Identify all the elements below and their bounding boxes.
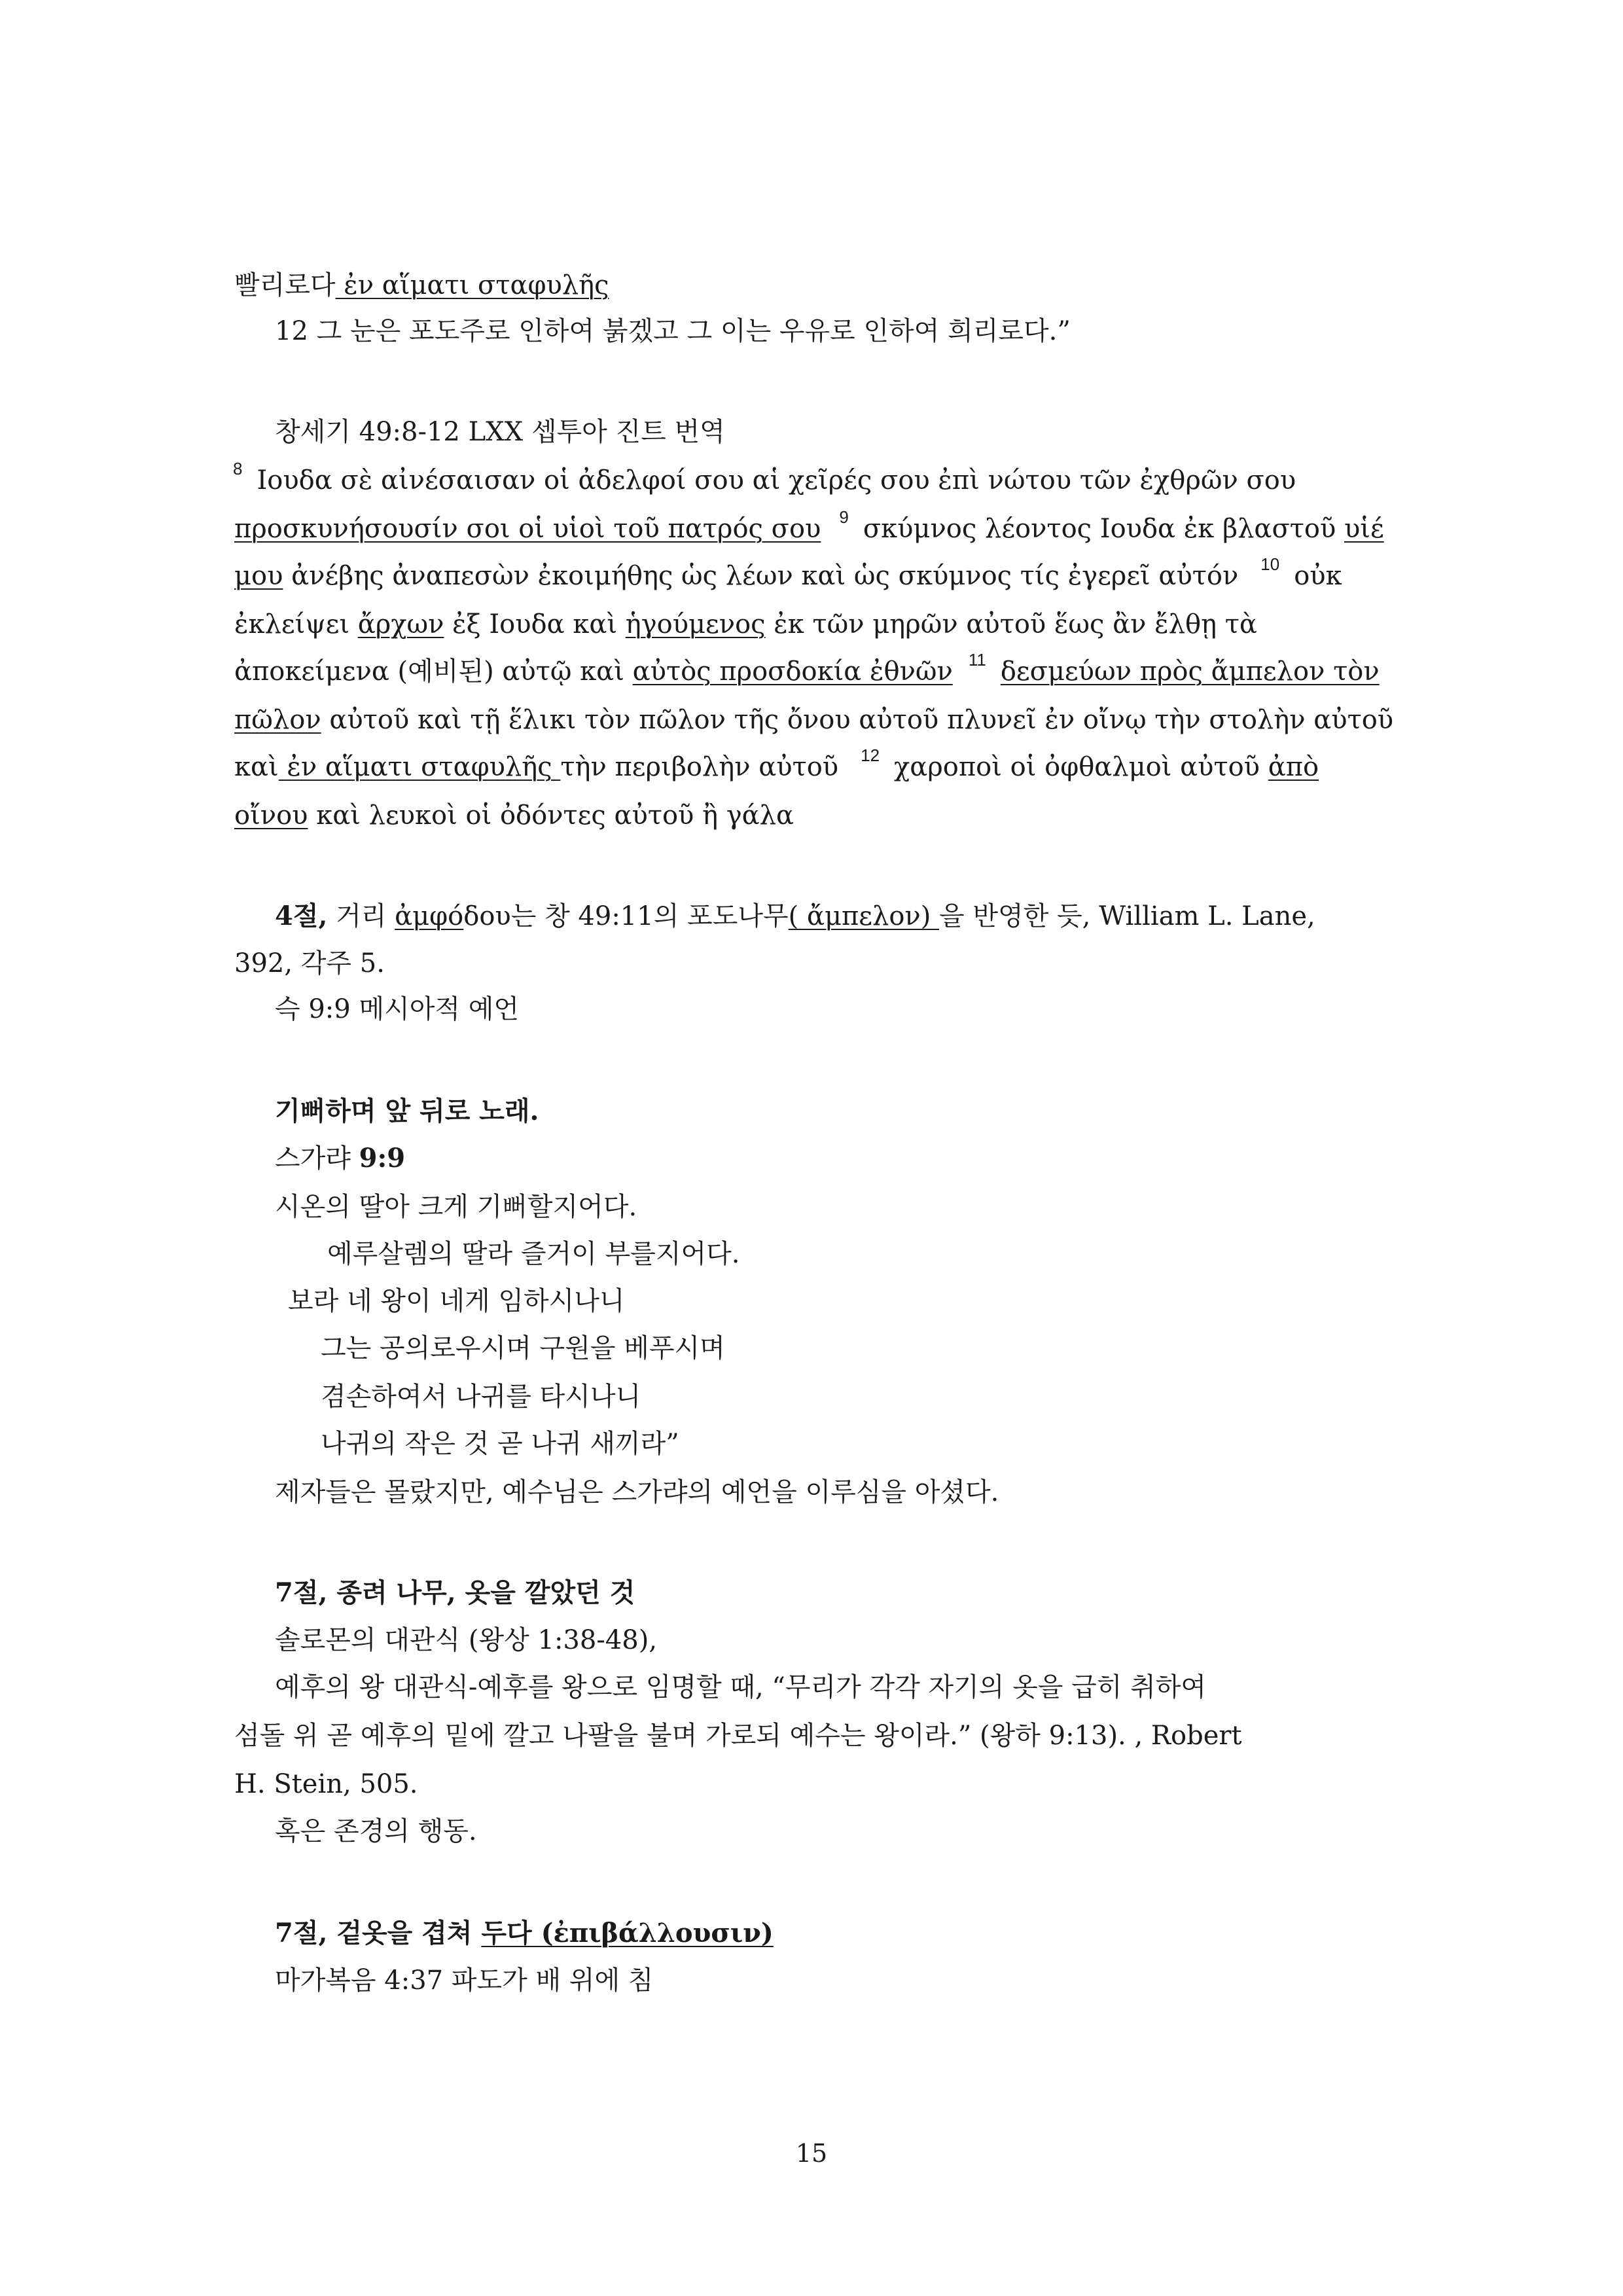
citation-text: H. Stein, 505. <box>234 1769 418 1799</box>
note-line <box>234 1766 418 1803</box>
greek-line <box>234 554 1342 594</box>
greek-underlined-text: ἀπὸ <box>1268 752 1319 782</box>
verse-number: 11 <box>968 650 986 670</box>
greek-underlined-text: πῶλον <box>234 705 321 735</box>
greek-underlined-text: ἀμφό <box>395 901 464 931</box>
reference-number: 9:9 <box>359 1143 406 1174</box>
poem-line <box>321 1426 679 1462</box>
poem-text: 나귀의 작은 것 곧 나귀 새끼라” <box>321 1429 679 1459</box>
greek-line <box>234 745 1319 785</box>
korean-text: 예후의 왕 대관식-예후를 왕으로 임명할 때, “무리가 각각 자기의 옷을 급히 취하여 <box>275 1672 1207 1702</box>
poem-text: 그는 공의로우시며 구원을 베푸시며 <box>321 1333 725 1363</box>
poem-line <box>275 1189 637 1225</box>
verse-number: 8 <box>233 459 243 478</box>
greek-text: οὐκ <box>1294 561 1342 591</box>
greek-underlined-text: ἐν αἵματι σταφυλῆς <box>278 752 561 782</box>
section-heading <box>275 414 725 450</box>
verse-number: 9 <box>839 507 849 527</box>
greek-line <box>234 797 794 834</box>
korean-text: 빨리로다 <box>234 270 336 300</box>
greek-underlined-text: ἡγούμενος <box>625 609 766 639</box>
korean-text: 섬돌 위 곧 예후의 밑에 깔고 나팔을 불며 가로되 예수는 왕이라.” (왕하 9:13). , Robert <box>234 1721 1242 1751</box>
greek-text: σκύμνος λέοντος Ιουδα ἐκ βλαστοῦ <box>863 514 1344 544</box>
poem-line <box>288 1283 625 1319</box>
note-line <box>275 991 519 1028</box>
note-line <box>275 898 1315 935</box>
greek-underlined-text: δεσμεύων πρὸς ἄμπελον τὸν <box>1000 656 1380 687</box>
verse-12-text: 12 그 눈은 포도주로 인하여 붉겠고 그 이는 우유로 인하여 희리로다.” <box>275 316 1071 346</box>
poem-text: 보라 네 왕이 네게 임하시나니 <box>288 1286 625 1316</box>
poem-line <box>321 1330 725 1367</box>
poem-text: 시온의 딸아 크게 기뻐할지어다. <box>275 1192 637 1222</box>
greek-underlined-text: ( ἄμπελον) <box>788 901 940 931</box>
section-heading <box>275 1140 405 1177</box>
korean-text: 제자들은 몰랐지만, 예수님은 스가랴의 예언을 이루심을 아셨다. <box>275 1477 999 1507</box>
korean-text: 거리 <box>327 901 395 931</box>
greek-text: αὐτοῦ καὶ τῇ ἕλικι τὸν πῶλον τῆς ὄνου αὐτοῦ πλυνεῖ ἐν οἴνῳ τὴν στολὴν αὐτοῦ <box>321 705 1394 735</box>
section-heading <box>275 1093 539 1130</box>
greek-line <box>234 650 1380 690</box>
greek-underlined-text: ἐν αἵματι σταφυλῆς <box>335 270 609 300</box>
section-heading <box>275 1575 635 1611</box>
text-line <box>234 267 609 304</box>
greek-underlined-text: ἄρχων <box>357 609 444 639</box>
greek-text: καὶ <box>234 752 279 782</box>
note-line <box>234 1717 1242 1754</box>
note-line <box>275 1669 1206 1706</box>
citation-text: 392, 각주 5. <box>234 948 385 978</box>
greek-text: τὴν περιβολὴν αὐτοῦ <box>560 752 839 782</box>
note-line <box>275 1962 653 1999</box>
greek-line <box>229 459 1296 499</box>
greek-text: ἐκλείψει <box>234 609 358 639</box>
greek-line <box>234 606 1257 643</box>
greek-text: ἀνέβης ἀναπεσὼν ἐκοιμήθης ὡς λέων καὶ ὡς σκύμνος τίς ἐγερεῖ αὐτόν <box>283 561 1239 591</box>
korean-text: 솔로몬의 대관식 (왕상 1:38-48), <box>275 1625 658 1655</box>
text-line <box>275 313 1071 350</box>
heading-text: 7절, 겉옷을 겹쳐 <box>275 1918 482 1948</box>
page-number: 15 <box>795 2139 828 2168</box>
poem-text: 겸손하여서 나귀를 타시나니 <box>321 1382 641 1412</box>
poem-line <box>327 1236 740 1272</box>
greek-underlined-text: οἴνου <box>234 800 308 831</box>
greek-text: ἐκ τῶν μηρῶν αὐτοῦ ἕως ἂν ἔλθῃ τὰ <box>765 609 1257 639</box>
greek-underlined-text: 두다 (ἐπιβάλλουσιν) <box>481 1918 774 1948</box>
genesis-lxx-heading: 창세기 49:8-12 LXX 셉투아 진트 번역 <box>275 417 725 447</box>
verse-number: 10 <box>1260 554 1280 574</box>
greek-text: Ιουδα σὲ αἰνέσαισαν οἱ ἀδελφοί σου αἱ χεῖρές σου ἐπὶ νώτου τῶν ἐχθρῶν σου <box>257 465 1296 495</box>
section-heading <box>275 1915 774 1952</box>
korean-text: 을 반영한 듯, William L. Lane, <box>939 901 1315 931</box>
poem-text: 예루살렘의 딸라 즐거이 부를지어다. <box>327 1239 740 1269</box>
note-line <box>275 1622 657 1659</box>
greek-text: χαροποὶ οἱ ὀφθαλμοὶ αὐτοῦ <box>894 752 1268 782</box>
korean-text: δου는 창 49:11의 포도나무 <box>463 901 789 931</box>
note-line <box>275 1474 999 1511</box>
poem-line <box>321 1378 641 1415</box>
heading-text: 기뻐하며 앞 뒤로 노래. <box>275 1096 539 1126</box>
greek-line <box>234 507 1384 547</box>
verse-number: 12 <box>861 745 880 765</box>
greek-text: ἐξ Ιουδα καὶ <box>444 609 626 639</box>
korean-text: 혹은 존경의 행동. <box>275 1816 477 1846</box>
heading-text: 7절, 종려 나무, 옷을 깔았던 것 <box>275 1577 635 1608</box>
greek-underlined-text: μου <box>234 561 283 591</box>
greek-line <box>234 702 1393 738</box>
greek-underlined-text: υἱέ <box>1344 514 1384 544</box>
greek-text: καὶ λευκοὶ οἱ ὀδόντες αὐτοῦ ἢ γάλα <box>308 800 794 831</box>
korean-text: 스가랴 <box>275 1143 359 1174</box>
greek-text: ἀποκείμενα (예비된) αὐτῷ καὶ <box>234 656 633 687</box>
korean-text: 마가복음 4:37 파도가 배 위에 침 <box>275 1965 654 1996</box>
korean-text: 슥 9:9 메시아적 예언 <box>275 994 519 1024</box>
note-line <box>275 1813 477 1850</box>
greek-underlined-text: προσκυνήσουσίν σοι οἱ υἱοὶ τοῦ πατρός σου <box>234 514 821 544</box>
verse-label: 4절, <box>275 901 328 931</box>
note-line <box>234 945 385 982</box>
greek-underlined-text: αὐτὸς προσδοκία ἐθνῶν <box>632 656 953 687</box>
